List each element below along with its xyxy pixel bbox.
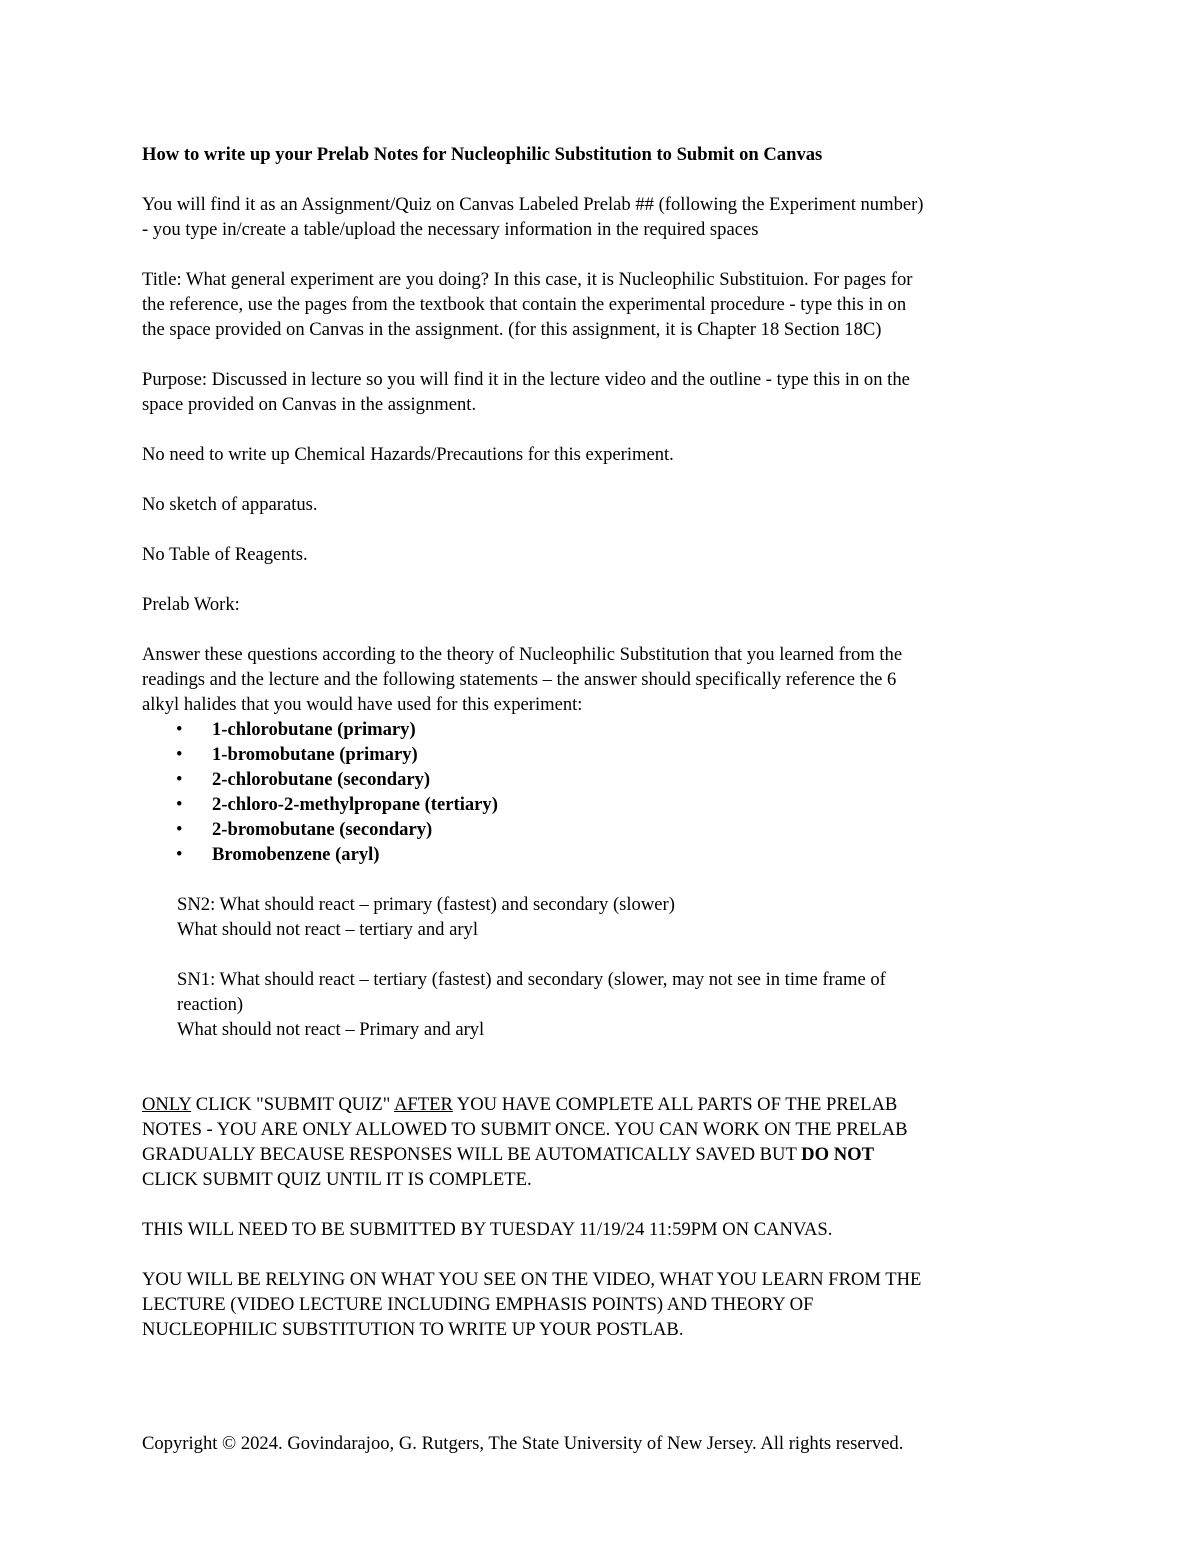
title-paragraph (142, 267, 1082, 342)
intro-line: - you type in/create a table/upload the necessary information in the required spaces (142, 219, 759, 240)
list-item (142, 717, 1082, 742)
prelab-work-heading: Prelab Work: (142, 594, 240, 615)
intro-line: You will find it as an Assignment/Quiz on Canvas Labeled Prelab ## (following the Experiment number) (142, 194, 924, 215)
sn1-section (177, 967, 1082, 1042)
sn1-react-line: reaction) (177, 994, 244, 1015)
list-item-label: 1-chlorobutane (primary) (212, 719, 416, 740)
document-title: How to write up your Prelab Notes for Nucleophilic Substitution to Submit on Canvas (142, 144, 823, 165)
bullet-icon: • (176, 744, 183, 765)
list-item (142, 817, 1082, 842)
relying-line: LECTURE (VIDEO LECTURE INCLUDING EMPHASIS POINTS) AND THEORY OF (142, 1294, 814, 1315)
purpose-line: space provided on Canvas in the assignment. (142, 394, 477, 415)
warning-text: YOU HAVE COMPLETE ALL PARTS OF THE PRELAB (452, 1094, 898, 1115)
questions-intro-line: alkyl halides that you would have used for this experiment: (142, 694, 583, 715)
spacer (142, 1067, 1082, 1092)
title-line: the reference, use the pages from the textbook that contain the experimental procedure - type this in on (142, 294, 907, 315)
list-item-label: 1-bromobutane (primary) (212, 744, 418, 765)
sn1-react-line: SN1: What should react – tertiary (fastest) and secondary (slower, may not see in time frame of (177, 969, 886, 990)
do-not-emphasis: DO NOT (801, 1144, 874, 1165)
alkyl-halide-list (142, 717, 1082, 867)
copyright-notice: Copyright © 2024. Govindarajoo, G. Rutgers, The State University of New Jersey. All rights reserved. (142, 1433, 904, 1454)
warning-line: NOTES - YOU ARE ONLY ALLOWED TO SUBMIT ONCE. YOU CAN WORK ON THE PRELAB (142, 1119, 908, 1140)
list-item (142, 792, 1082, 817)
bullet-icon: • (176, 819, 183, 840)
after-emphasis: AFTER (393, 1094, 453, 1115)
no-hazards-note: No need to write up Chemical Hazards/Precautions for this experiment. (142, 444, 674, 465)
list-item (142, 742, 1082, 767)
title-line: the space provided on Canvas in the assignment. (for this assignment, it is Chapter 18 Section 18C) (142, 319, 882, 340)
questions-intro-paragraph (142, 642, 1082, 717)
list-item-label: Bromobenzene (aryl) (212, 844, 380, 865)
sn1-not-react-line: What should not react – Primary and aryl (177, 1019, 485, 1040)
bullet-icon: • (176, 794, 183, 815)
bullet-icon: • (176, 844, 183, 865)
purpose-paragraph (142, 367, 1082, 417)
relying-line: YOU WILL BE RELYING ON WHAT YOU SEE ON THE VIDEO, WHAT YOU LEARN FROM THE (142, 1269, 922, 1290)
warning-line: CLICK SUBMIT QUIZ UNTIL IT IS COMPLETE. (142, 1169, 532, 1190)
relying-line: NUCLEOPHILIC SUBSTITUTION TO WRITE UP YOUR POSTLAB. (142, 1319, 684, 1340)
relying-paragraph (142, 1267, 1082, 1342)
questions-intro-line: readings and the lecture and the following statements – the answer should specifically reference the 6 (142, 669, 897, 690)
sn2-not-react-line: What should not react – tertiary and aryl (177, 919, 479, 940)
bullet-icon: • (176, 769, 183, 790)
bullet-icon: • (176, 719, 183, 740)
warning-text: CLICK "SUBMIT QUIZ" (191, 1094, 394, 1115)
title-line: Title: What general experiment are you doing? In this case, it is Nucleophilic Substituion. For pages for (142, 269, 913, 290)
sn2-section (177, 892, 1082, 942)
questions-intro-line: Answer these questions according to the theory of Nucleophilic Substitution that you learned from the (142, 644, 903, 665)
warning-text: GRADUALLY BECAUSE RESPONSES WILL BE AUTOMATICALLY SAVED BUT (142, 1144, 802, 1165)
list-item-label: 2-chloro-2-methylpropane (tertiary) (212, 794, 498, 815)
sn2-react-line: SN2: What should react – primary (fastest) and secondary (slower) (177, 894, 675, 915)
purpose-line: Purpose: Discussed in lecture so you will find it in the lecture video and the outline - type this in on the (142, 369, 910, 390)
list-item (142, 767, 1082, 792)
submit-warning-paragraph (142, 1092, 1082, 1192)
warning-line (142, 1092, 1082, 1117)
no-table-note: No Table of Reagents. (142, 544, 308, 565)
intro-paragraph (142, 192, 1082, 242)
only-emphasis: ONLY (142, 1094, 192, 1115)
deadline-note: THIS WILL NEED TO BE SUBMITTED BY TUESDAY 11/19/24 11:59PM ON CANVAS. (142, 1219, 833, 1240)
list-item-label: 2-chlorobutane (secondary) (212, 769, 431, 790)
spacer (142, 1042, 1082, 1067)
list-item (142, 842, 1082, 867)
warning-line (142, 1142, 1082, 1167)
no-sketch-note: No sketch of apparatus. (142, 494, 318, 515)
list-item-label: 2-bromobutane (secondary) (212, 819, 433, 840)
document-page (142, 142, 1082, 1342)
